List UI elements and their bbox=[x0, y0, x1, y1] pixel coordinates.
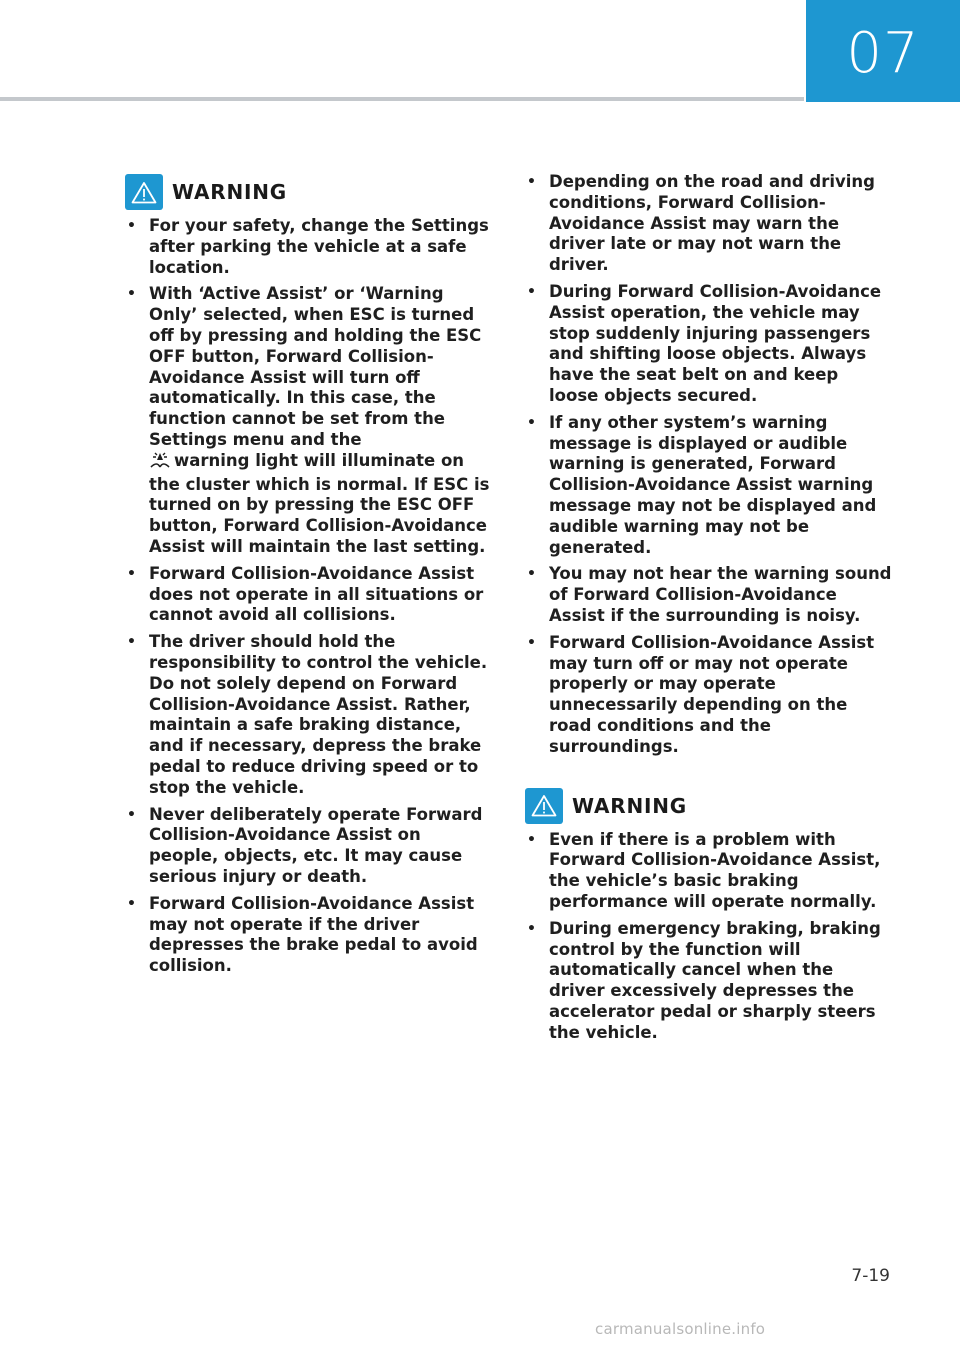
page-number: 7-19 bbox=[851, 1266, 890, 1286]
list-item: • Forward Collision-Avoidance Assist may turn off or may not operate properly or may operate unnecessarily depending on the road conditions and the surroundings. bbox=[525, 633, 893, 758]
list-item: • Depending on the road and driving conditions, Forward Collision-Avoidance Assist may warn the driver late or may not warn the driver. bbox=[525, 172, 893, 276]
warning-list-continued bbox=[525, 172, 893, 758]
warning-triangle-icon bbox=[525, 788, 563, 824]
chapter-tab: 07 bbox=[806, 0, 960, 102]
list-item: • During Forward Collision-Avoidance Assist operation, the vehicle may stop suddenly injuring passengers and shifting loose objects. Always have the seat belt on and keep loose objects secured. bbox=[525, 282, 893, 407]
left-column bbox=[125, 172, 493, 983]
right-column bbox=[525, 172, 893, 1049]
list-item: • Even if there is a problem with Forward Collision-Avoidance Assist, the vehicle’s basic braking performance will operate normally. bbox=[525, 830, 893, 913]
warning-title: WARNING bbox=[172, 180, 287, 204]
list-item-text-continued: warning light will illuminate on the cluster which is normal. If ESC is turned on by pressing the ESC OFF button, Forward Collision-Avoidance Assist will maintain the last setting. bbox=[149, 450, 490, 556]
list-item: • You may not hear the warning sound of Forward Collision-Avoidance Assist if the surrounding is noisy. bbox=[525, 564, 893, 626]
list-item: • Never deliberately operate Forward Collision-Avoidance Assist on people, objects, etc. It may cause serious injury or death. bbox=[125, 805, 493, 888]
warning-list bbox=[125, 216, 493, 977]
warning-list-2 bbox=[525, 830, 893, 1044]
list-item: • If any other system’s warning message is displayed or audible warning is generated, Forward Collision-Avoidance Assist warning message may not be displayed and audible warning may not be generated. bbox=[525, 413, 893, 559]
list-item-text: With ‘Active Assist’ or ‘Warning Only’ selected, when ESC is turned off by pressing and holding the ESC OFF button, Forward Collision-Avoidance Assist will turn off automatically. In this case, the function cannot be set from the Settings menu and the bbox=[149, 284, 482, 449]
list-item: • The driver should hold the responsibility to control the vehicle. Do not solely depend on Forward Collision-Avoidance Assist. Rather, maintain a safe braking distance, and if necessary, depress the brake pedal to reduce driving speed or to stop the vehicle. bbox=[125, 632, 493, 798]
warning-title: WARNING bbox=[572, 793, 687, 818]
list-item: • Forward Collision-Avoidance Assist may not operate if the driver depresses the brake pedal to avoid collision. bbox=[125, 894, 493, 977]
section-spacer bbox=[525, 764, 893, 786]
fca-warning-light-icon bbox=[149, 451, 171, 475]
list-item: • During emergency braking, braking control by the function will automatically cancel when the driver excessively depresses the accelerator pedal or sharply steers the vehicle. bbox=[525, 919, 893, 1044]
header-rule bbox=[0, 97, 804, 101]
warning-triangle-icon bbox=[125, 174, 163, 210]
list-item bbox=[125, 284, 493, 557]
warning-heading bbox=[525, 786, 893, 826]
list-item: • Forward Collision-Avoidance Assist does not operate in all situations or cannot avoid all collisions. bbox=[125, 564, 493, 626]
watermark: carmanualsonline.info bbox=[595, 1320, 766, 1338]
list-item: • For your safety, change the Settings after parking the vehicle at a safe location. bbox=[125, 216, 493, 278]
warning-heading bbox=[125, 172, 493, 212]
